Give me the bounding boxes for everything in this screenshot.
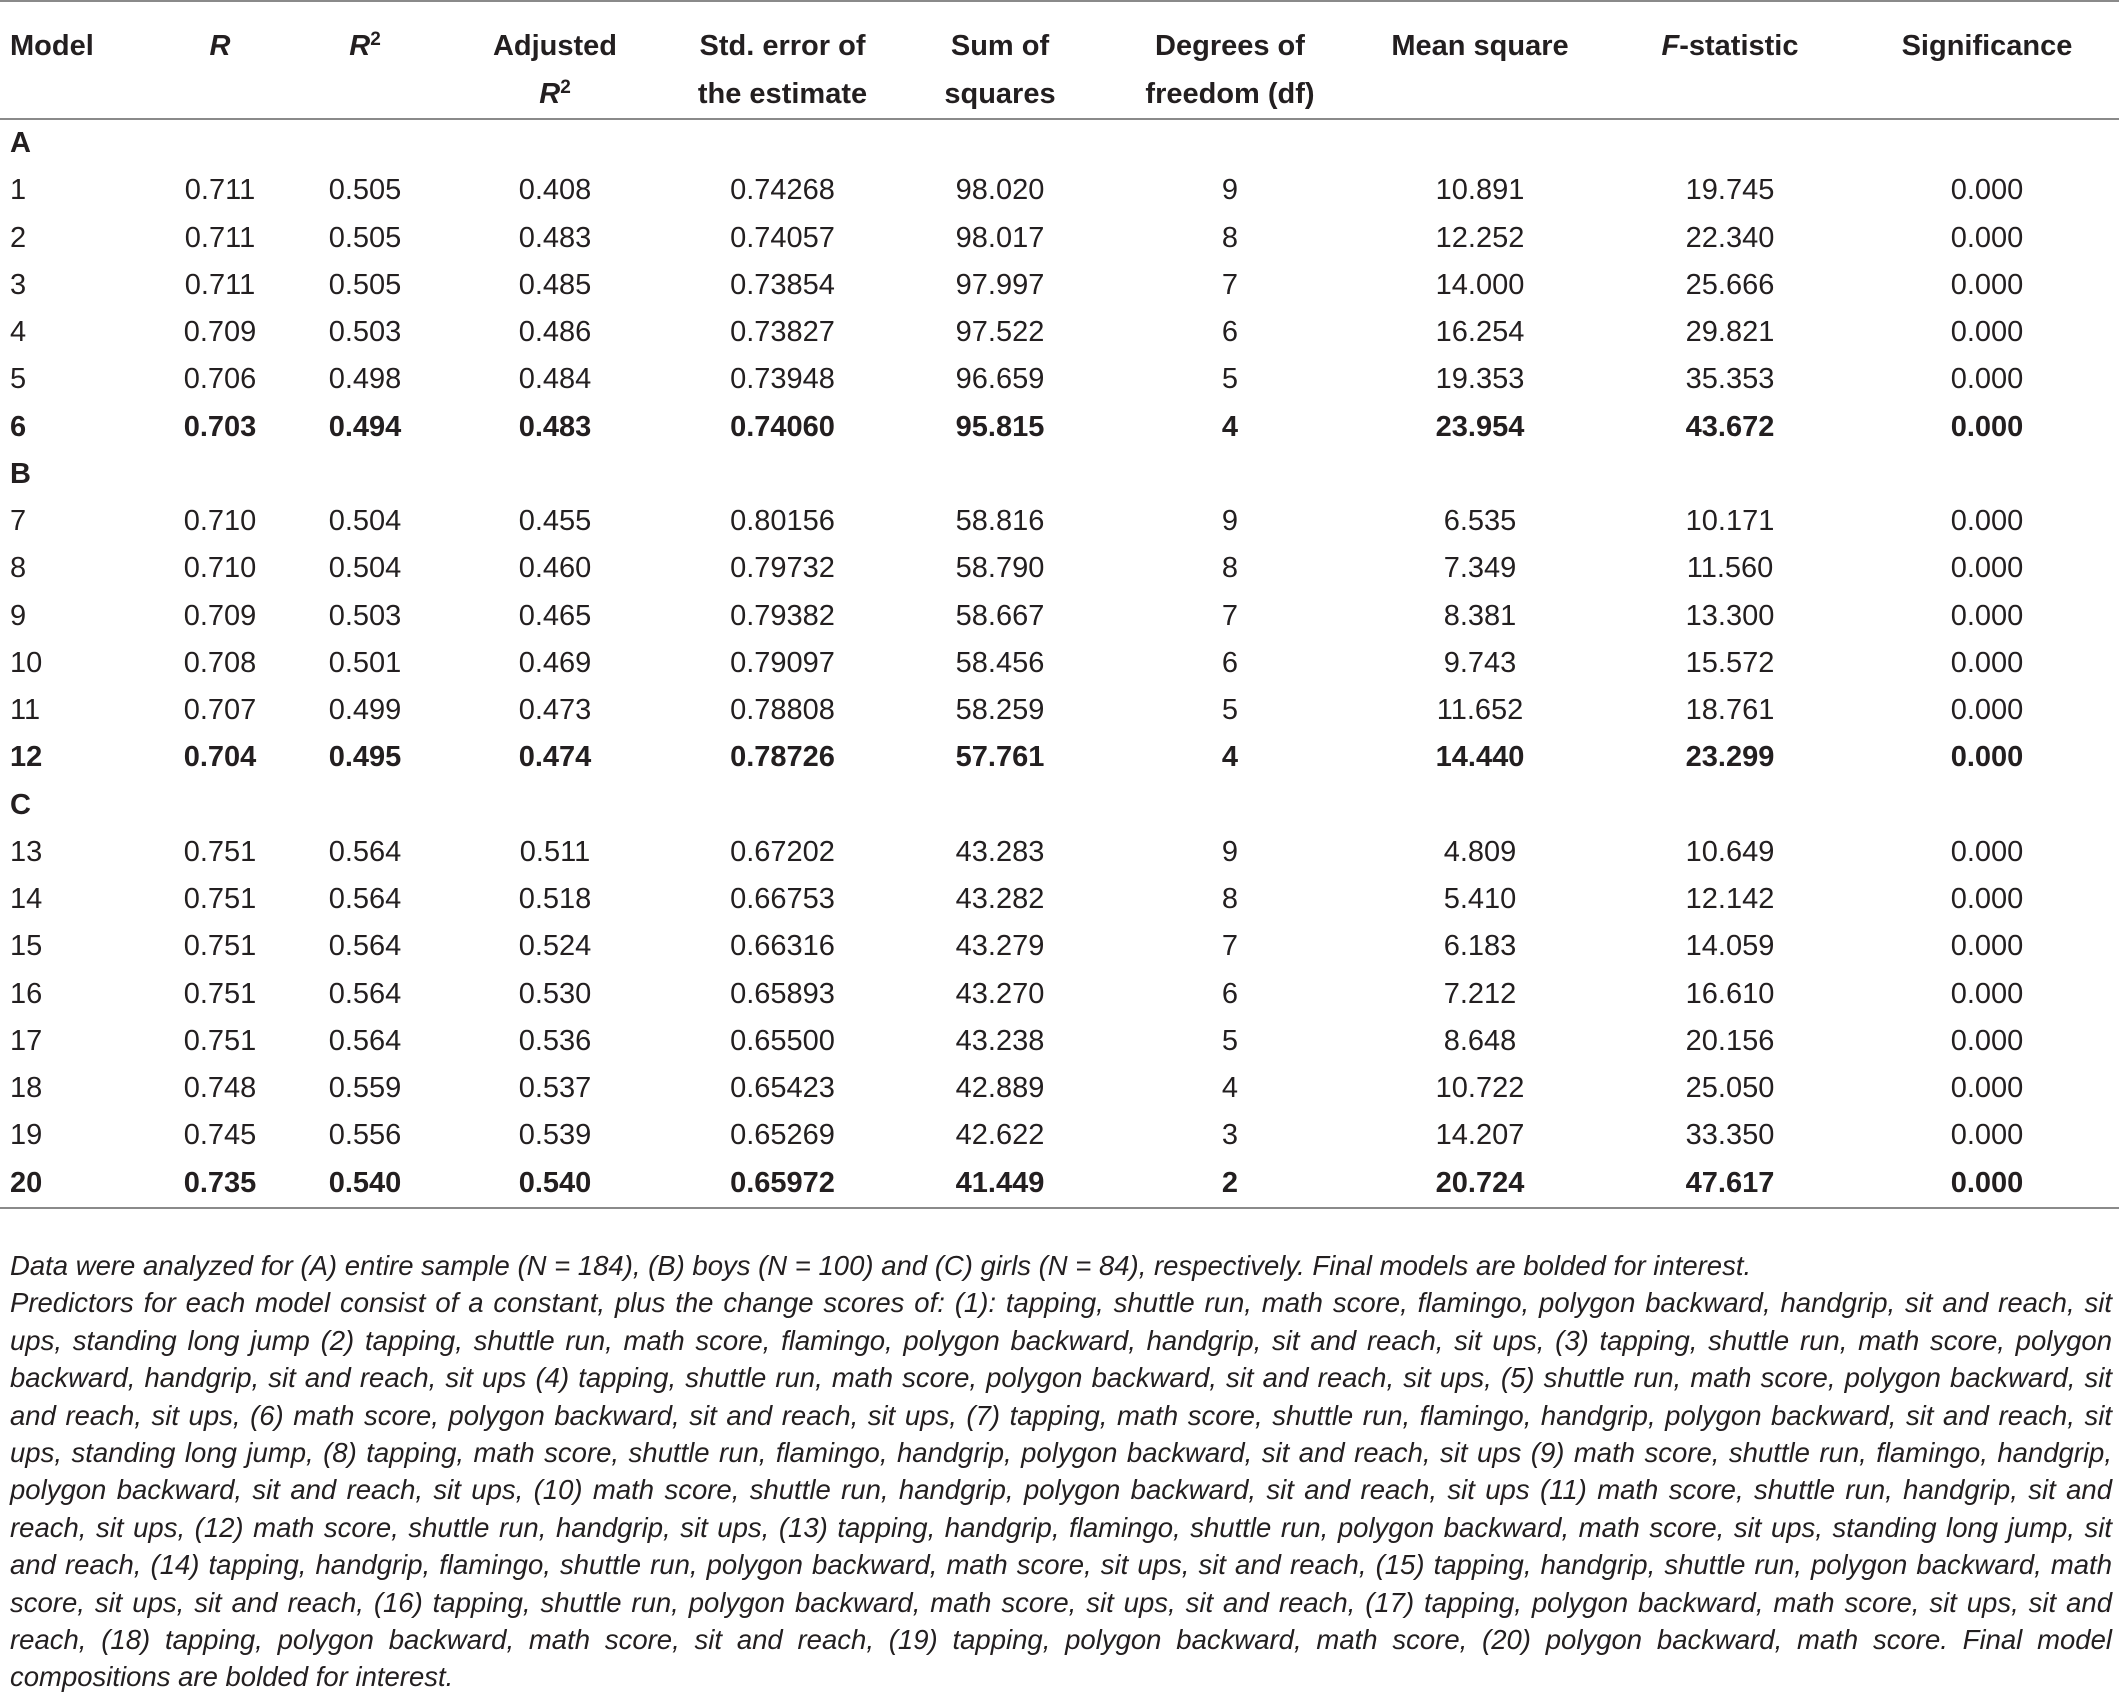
- cell-r2: 0.505: [328, 174, 402, 207]
- cell-adjusted-r2: 0.540: [518, 1166, 592, 1199]
- cell-significance: 0.000: [1950, 741, 2024, 774]
- header-r2: $R^2$: [349, 29, 381, 62]
- cell-adjusted-r2: 0.483: [518, 221, 592, 254]
- cell-model: 4: [10, 316, 27, 349]
- cell-adjusted-r2: 0.485: [518, 268, 592, 301]
- group-label: C: [10, 788, 31, 821]
- cell-sum-of-squares: 57.761: [955, 741, 1045, 774]
- table-row: [0, 498, 2119, 545]
- cell-std-error: 0.74057: [730, 221, 835, 254]
- table-row: [0, 356, 2119, 403]
- cell-r: 0.709: [183, 316, 257, 349]
- cell-r2: 0.504: [328, 552, 402, 585]
- cell-df: 4: [1221, 1072, 1239, 1105]
- table-row: [0, 687, 2119, 734]
- cell-std-error: 0.73854: [730, 268, 835, 301]
- cell-df: 7: [1221, 268, 1239, 301]
- cell-significance: 0.000: [1950, 505, 2024, 538]
- cell-r: 0.706: [183, 363, 257, 396]
- cell-std-error: 0.78808: [730, 694, 835, 727]
- cell-adjusted-r2: 0.408: [518, 174, 592, 207]
- table-row: [0, 215, 2119, 262]
- cell-model: 10: [10, 646, 43, 679]
- cell-sum-of-squares: 43.282: [955, 883, 1045, 916]
- cell-r: 0.751: [183, 883, 257, 916]
- header-adjusted-r2: Adjusted $R^2$: [492, 30, 618, 110]
- cell-f-statistic: 15.572: [1685, 646, 1775, 679]
- cell-df: 2: [1221, 1166, 1239, 1199]
- cell-r2: 0.494: [328, 410, 402, 443]
- cell-r: 0.708: [183, 646, 257, 679]
- cell-std-error: 0.65269: [730, 1119, 835, 1152]
- cell-adjusted-r2: 0.469: [518, 646, 592, 679]
- cell-significance: 0.000: [1950, 363, 2024, 396]
- cell-f-statistic: 22.340: [1685, 221, 1775, 254]
- cell-mean-square: 8.381: [1443, 599, 1517, 632]
- cell-mean-square: 7.212: [1443, 977, 1517, 1010]
- cell-r: 0.745: [183, 1119, 257, 1152]
- group-row: [0, 451, 2119, 498]
- cell-r2: 0.564: [328, 883, 402, 916]
- cell-df: 8: [1221, 552, 1239, 585]
- header-degrees-of-freedom: Degrees of freedom (df): [1145, 30, 1315, 110]
- cell-r2: 0.564: [328, 930, 402, 963]
- cell-model: 11: [10, 694, 41, 727]
- cell-r: 0.707: [183, 694, 257, 727]
- cell-adjusted-r2: 0.518: [518, 883, 592, 916]
- table-body: [0, 119, 2119, 1208]
- cell-sum-of-squares: 43.279: [955, 930, 1045, 963]
- cell-mean-square: 11.652: [1436, 694, 1524, 727]
- cell-sum-of-squares: 97.522: [955, 316, 1045, 349]
- cell-df: 5: [1221, 363, 1239, 396]
- cell-adjusted-r2: 0.484: [518, 363, 592, 396]
- cell-sum-of-squares: 43.283: [955, 835, 1045, 868]
- cell-significance: 0.000: [1950, 977, 2024, 1010]
- table-row: [0, 593, 2119, 640]
- cell-adjusted-r2: 0.474: [518, 741, 592, 774]
- cell-adjusted-r2: 0.465: [518, 599, 592, 632]
- cell-mean-square: 16.254: [1435, 316, 1525, 349]
- cell-r2: 0.498: [328, 363, 402, 396]
- cell-mean-square: 10.722: [1435, 1072, 1525, 1105]
- cell-significance: 0.000: [1950, 316, 2024, 349]
- cell-df: 6: [1221, 646, 1239, 679]
- cell-df: 4: [1221, 741, 1239, 774]
- table-row: [0, 1112, 2119, 1159]
- cell-sum-of-squares: 96.659: [955, 363, 1045, 396]
- cell-significance: 0.000: [1950, 694, 2024, 727]
- cell-df: 6: [1221, 977, 1239, 1010]
- cell-r: 0.703: [183, 410, 257, 443]
- cell-mean-square: 4.809: [1443, 835, 1517, 868]
- cell-mean-square: 23.954: [1435, 410, 1525, 443]
- cell-r: 0.751: [183, 977, 257, 1010]
- cell-significance: 0.000: [1950, 410, 2024, 443]
- cell-f-statistic: 23.299: [1685, 741, 1775, 774]
- cell-std-error: 0.73948: [730, 363, 835, 396]
- cell-df: 6: [1221, 316, 1239, 349]
- cell-sum-of-squares: 43.270: [955, 977, 1045, 1010]
- cell-f-statistic: 11.560: [1686, 552, 1774, 585]
- cell-r2: 0.559: [328, 1072, 402, 1105]
- cell-r2: 0.503: [328, 599, 402, 632]
- table-row-final-model: [0, 1160, 2119, 1208]
- cell-r2: 0.504: [328, 505, 402, 538]
- cell-r2: 0.505: [328, 268, 402, 301]
- table-row: [0, 167, 2119, 214]
- cell-mean-square: 14.207: [1435, 1119, 1525, 1152]
- cell-sum-of-squares: 43.238: [955, 1024, 1045, 1057]
- cell-df: 8: [1221, 883, 1239, 916]
- cell-df: 5: [1221, 1024, 1239, 1057]
- cell-r2: 0.564: [328, 1024, 402, 1057]
- cell-r2: 0.564: [328, 977, 402, 1010]
- table-row: [0, 309, 2119, 356]
- cell-sum-of-squares: 97.997: [955, 268, 1045, 301]
- cell-significance: 0.000: [1950, 268, 2024, 301]
- cell-r: 0.710: [183, 505, 257, 538]
- cell-sum-of-squares: 41.449: [955, 1166, 1045, 1199]
- cell-model: 2: [10, 221, 27, 254]
- cell-df: 4: [1221, 410, 1239, 443]
- table-row: [0, 262, 2119, 309]
- cell-model: 3: [10, 268, 27, 301]
- cell-significance: 0.000: [1950, 174, 2024, 207]
- cell-r2: 0.499: [328, 694, 402, 727]
- cell-sum-of-squares: 98.020: [955, 174, 1045, 207]
- cell-adjusted-r2: 0.530: [518, 977, 592, 1010]
- table-row-final-model: [0, 404, 2119, 451]
- cell-significance: 0.000: [1950, 1024, 2024, 1057]
- table-footnotes: [10, 1247, 2112, 1696]
- cell-model: 6: [10, 410, 27, 443]
- table-row-final-model: [0, 734, 2119, 781]
- cell-std-error: 0.79382: [730, 599, 835, 632]
- cell-significance: 0.000: [1950, 1119, 2024, 1152]
- cell-r: 0.711: [184, 174, 256, 207]
- cell-std-error: 0.65500: [730, 1024, 835, 1057]
- cell-std-error: 0.66316: [730, 930, 835, 963]
- cell-significance: 0.000: [1950, 1166, 2024, 1199]
- cell-r: 0.735: [183, 1166, 257, 1199]
- cell-mean-square: 19.353: [1435, 363, 1525, 396]
- cell-f-statistic: 18.761: [1685, 694, 1775, 727]
- cell-model: 17: [10, 1024, 43, 1057]
- cell-significance: 0.000: [1950, 599, 2024, 632]
- cell-std-error: 0.74268: [730, 174, 835, 207]
- group-label: B: [10, 457, 31, 490]
- cell-adjusted-r2: 0.536: [518, 1024, 592, 1057]
- cell-std-error: 0.65423: [730, 1072, 835, 1105]
- cell-model: 13: [10, 835, 43, 868]
- cell-adjusted-r2: 0.537: [518, 1072, 592, 1105]
- cell-significance: 0.000: [1950, 221, 2024, 254]
- table-row: [0, 923, 2119, 970]
- group-label: A: [10, 127, 31, 160]
- cell-mean-square: 5.410: [1443, 883, 1517, 916]
- group-row: [0, 782, 2119, 829]
- cell-df: 7: [1221, 930, 1239, 963]
- cell-r2: 0.505: [328, 221, 402, 254]
- cell-r2: 0.495: [328, 741, 402, 774]
- cell-f-statistic: 29.821: [1685, 316, 1775, 349]
- cell-sum-of-squares: 58.259: [955, 694, 1045, 727]
- table-row: [0, 971, 2119, 1018]
- cell-f-statistic: 25.050: [1685, 1072, 1775, 1105]
- group-row: [0, 119, 2119, 167]
- cell-f-statistic: 47.617: [1685, 1166, 1775, 1199]
- cell-mean-square: 10.891: [1435, 174, 1525, 207]
- header-row: [0, 1, 2119, 119]
- cell-adjusted-r2: 0.511: [519, 835, 591, 868]
- cell-adjusted-r2: 0.483: [518, 410, 592, 443]
- cell-mean-square: 12.252: [1435, 221, 1525, 254]
- cell-model: 1: [10, 174, 27, 207]
- cell-sum-of-squares: 58.816: [955, 505, 1045, 538]
- header-r: R: [209, 30, 231, 62]
- cell-std-error: 0.78726: [730, 741, 835, 774]
- header-f-statistic: F-statistic: [1661, 30, 1799, 62]
- cell-f-statistic: 13.300: [1685, 599, 1775, 632]
- cell-r: 0.751: [183, 1024, 257, 1057]
- cell-mean-square: 8.648: [1443, 1024, 1517, 1057]
- table-row: [0, 640, 2119, 687]
- cell-significance: 0.000: [1950, 1072, 2024, 1105]
- cell-sum-of-squares: 95.815: [955, 410, 1045, 443]
- cell-adjusted-r2: 0.473: [518, 694, 592, 727]
- cell-f-statistic: 10.171: [1685, 505, 1775, 538]
- cell-sum-of-squares: 42.889: [955, 1072, 1045, 1105]
- cell-model: 16: [10, 977, 43, 1010]
- cell-sum-of-squares: 58.667: [955, 599, 1045, 632]
- cell-f-statistic: 10.649: [1685, 835, 1775, 868]
- cell-model: 7: [10, 505, 27, 538]
- cell-significance: 0.000: [1950, 646, 2024, 679]
- cell-model: 18: [10, 1072, 43, 1105]
- cell-sum-of-squares: 58.456: [955, 646, 1045, 679]
- cell-adjusted-r2: 0.486: [518, 316, 592, 349]
- header-std-error: Std. error of the estimate: [697, 30, 868, 110]
- cell-sum-of-squares: 42.622: [955, 1119, 1045, 1152]
- cell-df: 3: [1221, 1119, 1239, 1152]
- cell-r: 0.751: [183, 835, 257, 868]
- cell-adjusted-r2: 0.460: [518, 552, 592, 585]
- table-row: [0, 1065, 2119, 1112]
- footnote-samples: Data were analyzed for (A) entire sample (N = 184), (B) boys (N = 100) and (C) girls (N = 84), respectively. Final models are bolded for interest.: [10, 1250, 1752, 1281]
- cell-f-statistic: 14.059: [1685, 930, 1775, 963]
- cell-std-error: 0.73827: [730, 316, 835, 349]
- cell-f-statistic: 35.353: [1685, 363, 1775, 396]
- cell-model: 20: [10, 1166, 43, 1199]
- cell-df: 8: [1221, 221, 1239, 254]
- cell-f-statistic: 12.142: [1685, 883, 1775, 916]
- cell-model: 8: [10, 552, 27, 585]
- cell-f-statistic: 25.666: [1685, 268, 1775, 301]
- cell-mean-square: 6.535: [1443, 505, 1517, 538]
- cell-significance: 0.000: [1950, 930, 2024, 963]
- footnote-predictors: Predictors for each model consist of a constant, plus the change scores of: (1): tapping, shuttle run, math score, flamingo, polygon backward, handgrip, sit and reach, sit ups, standing long jump (2) tapping, shuttle run, math score, flamingo, polygon backward, handgrip, sit and reach, sit ups, (3) tapping, shuttle run, math score, polygon backward, handgrip, sit and reach, sit ups (4) tapping, shuttle run, math score, polygon backward, sit and reach, sit ups, (5) shuttle run, math score, polygon backward, sit and reach, sit ups, (6) math score, polygon backward, sit and reach, sit ups, (7) tapping, math score, shuttle run, flamingo, handgrip, polygon backward, sit and reach, sit ups, standing long jump, (8) tapping, math score, shuttle run, flamingo, handgrip, polygon backward, sit and reach, sit ups (9) math score, shuttle run, flamingo, handgrip, polygon backward, sit and reach, sit ups, (10) math score, shuttle run, handgrip, polygon backward, sit and reach, sit ups (11) math score, shuttle run, handgrip, sit and reach, sit ups, (12) math score, shuttle run, handgrip, sit ups, (13) tapping, handgrip, flamingo, shuttle run, polygon backward, math score, sit ups, standing long jump, sit and reach, (14) tapping, handgrip, flamingo, shuttle run, polygon backward, math score, sit ups, sit and reach, (15) tapping, handgrip, shuttle run, polygon backward, math score, sit ups, sit and reach, (16) tapping, shuttle run, polygon backward, math score, sit ups, sit and reach, (17) tapping, polygon backward, math score, sit ups, sit and reach, (18) tapping, polygon backward, math score, sit and reach, (19) tapping, polygon backward, math score, (20) polygon backward, math score. Final model compositions are bolded for interest.: [10, 1287, 2112, 1693]
- cell-r: 0.709: [183, 599, 257, 632]
- cell-std-error: 0.79097: [730, 646, 835, 679]
- table-row: [0, 829, 2119, 876]
- cell-sum-of-squares: 98.017: [955, 221, 1045, 254]
- cell-std-error: 0.74060: [730, 410, 835, 443]
- cell-std-error: 0.66753: [730, 883, 835, 916]
- cell-r2: 0.501: [328, 646, 402, 679]
- cell-f-statistic: 19.745: [1685, 174, 1775, 207]
- cell-adjusted-r2: 0.539: [518, 1119, 592, 1152]
- cell-r2: 0.556: [328, 1119, 402, 1152]
- cell-f-statistic: 16.610: [1685, 977, 1775, 1010]
- cell-mean-square: 6.183: [1443, 930, 1517, 963]
- cell-df: 5: [1221, 694, 1239, 727]
- cell-adjusted-r2: 0.524: [518, 930, 592, 963]
- cell-significance: 0.000: [1950, 835, 2024, 868]
- cell-model: 15: [10, 930, 43, 963]
- cell-mean-square: 14.440: [1435, 741, 1525, 774]
- cell-f-statistic: 20.156: [1685, 1024, 1775, 1057]
- cell-r: 0.704: [183, 741, 257, 774]
- cell-sum-of-squares: 58.790: [955, 552, 1045, 585]
- header-mean-square: Mean square: [1391, 30, 1569, 62]
- cell-mean-square: 14.000: [1435, 268, 1525, 301]
- cell-significance: 0.000: [1950, 552, 2024, 585]
- table-row: [0, 1018, 2119, 1065]
- cell-r: 0.748: [183, 1072, 257, 1105]
- cell-mean-square: 9.743: [1443, 646, 1517, 679]
- cell-mean-square: 20.724: [1435, 1166, 1525, 1199]
- header-model: Model: [10, 30, 94, 62]
- cell-f-statistic: 43.672: [1685, 410, 1775, 443]
- cell-model: 9: [10, 599, 27, 632]
- cell-model: 12: [10, 741, 43, 774]
- cell-df: 9: [1221, 835, 1239, 868]
- cell-model: 19: [10, 1119, 43, 1152]
- header-significance: Significance: [1901, 30, 2073, 62]
- cell-std-error: 0.65893: [730, 977, 835, 1010]
- cell-r2: 0.540: [328, 1166, 402, 1199]
- cell-r: 0.711: [184, 221, 256, 254]
- cell-r: 0.710: [183, 552, 257, 585]
- cell-df: 7: [1221, 599, 1239, 632]
- cell-r2: 0.564: [328, 835, 402, 868]
- cell-model: 14: [10, 883, 43, 916]
- cell-mean-square: 7.349: [1443, 552, 1517, 585]
- cell-std-error: 0.67202: [730, 835, 835, 868]
- cell-df: 9: [1221, 174, 1239, 207]
- cell-r2: 0.503: [328, 316, 402, 349]
- table-header: [0, 1, 2119, 119]
- cell-std-error: 0.65972: [730, 1166, 835, 1199]
- table-row: [0, 545, 2119, 592]
- table-row: [0, 876, 2119, 923]
- cell-r: 0.751: [183, 930, 257, 963]
- cell-r: 0.711: [184, 268, 256, 301]
- cell-std-error: 0.80156: [730, 505, 835, 538]
- header-sum-of-squares: Sum of squares: [944, 30, 1056, 110]
- cell-std-error: 0.79732: [730, 552, 835, 585]
- cell-df: 9: [1221, 505, 1239, 538]
- cell-adjusted-r2: 0.455: [518, 505, 592, 538]
- cell-significance: 0.000: [1950, 883, 2024, 916]
- cell-f-statistic: 33.350: [1685, 1119, 1775, 1152]
- cell-model: 5: [10, 363, 27, 396]
